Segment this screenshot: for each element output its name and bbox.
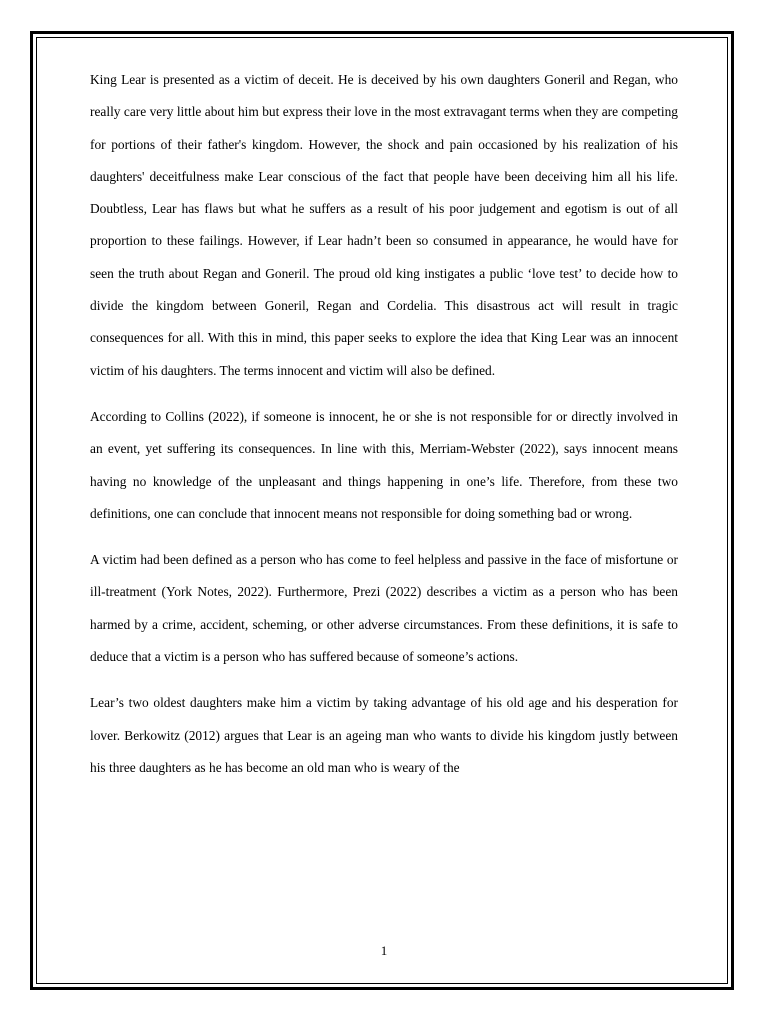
paragraph-innocent-definition: According to Collins (2022), if someone is innocent, he or she is not responsible for or directly involved in an event, yet suffering its consequences. In line with this, Merriam-Webster (2022), says innocent means having no knowledge of the unpleasant and things happening in one’s life. Therefore, from these two definitions, one can conclude that innocent means not responsible for doing something bad or wrong. — [90, 408, 678, 521]
paragraph-daughters: Lear’s two oldest daughters make him a victim by taking advantage of his old age and his desperation for lover. Berkowitz (2012) argues that Lear is an ageing man who wants to divide his kingdom justly between his three daughters as he has become an old man who is weary of the — [90, 695, 678, 775]
page-number: 1 — [380, 943, 388, 958]
document-body — [90, 64, 678, 798]
paragraph-intro: King Lear is presented as a victim of deceit. He is deceived by his own daughters Goneril and Regan, who really care very little about him but express their love in the most extravagant terms when they are competing for portions of their father's kingdom. However, the shock and pain occasioned by his realization of his daughters' deceitfulness make Lear conscious of the fact that people have been deceiving him all his life. Doubtless, Lear has flaws but what he suffers as a result of his poor judgement and egotism is out of all proportion to these failings. However, if Lear hadn’t been so consumed in appearance, he would have for seen the truth about Regan and Goneril. The proud old king instigates a public ‘love test’ to decide how to divide the kingdom between Goneril, Regan and Cordelia. This disastrous act will result in tragic consequences for all. With this in mind, this paper seeks to explore the idea that King Lear was an innocent victim of his daughters. The terms innocent and victim will also be defined. — [90, 72, 678, 378]
paragraph-victim-definition: A victim had been defined as a person who has come to feel helpless and passive in the face of misfortune or ill-treatment (York Notes, 2022). Furthermore, Prezi (2022) describes a victim as a person who has been harmed by a crime, accident, scheming, or other adverse circumstances. From these definitions, it is safe to deduce that a victim is a person who has suffered because of someone’s actions. — [90, 552, 678, 665]
